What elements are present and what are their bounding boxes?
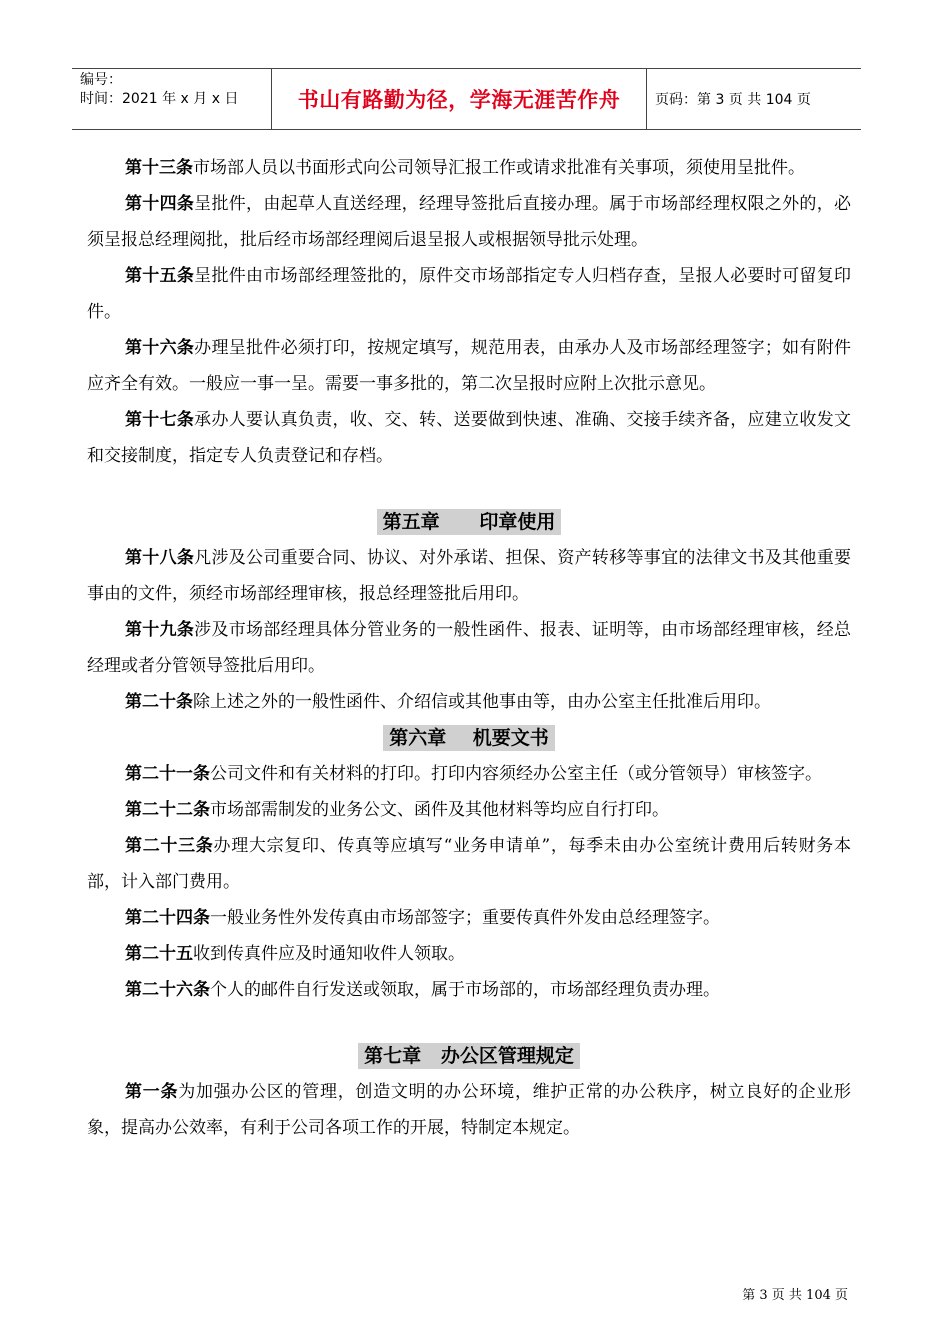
article-number: 第二十五	[125, 944, 193, 964]
chapter-title: 第六章 机要文书	[383, 725, 554, 751]
article-17	[87, 402, 851, 474]
chapter-7-heading	[87, 1038, 851, 1074]
article-number: 第二十条	[125, 692, 193, 712]
article-text: 收到传真件应及时通知收件人领取。	[193, 944, 465, 964]
page-footer: 第 3 页 共 104 页	[742, 1288, 848, 1303]
article-21	[87, 756, 851, 792]
article-text: 办理呈批件必须打印，按规定填写，规范用表，由承办人及市场部经理签字；如有附件应齐全有效。一般应一事一呈。需要一事多批的，第二次呈报时应附上次批示意见。	[87, 338, 851, 394]
article-number: 第二十二条	[125, 800, 210, 820]
chapter-6-heading	[87, 720, 851, 756]
article-number: 第十八条	[125, 548, 195, 568]
header-page-info: 页码：第 3 页 共 104 页	[655, 92, 811, 108]
header-motto: 书山有路勤为径，学海无涯苦作舟	[272, 69, 647, 129]
article-number: 第二十四条	[125, 908, 210, 928]
chapter-title: 第五章 印章使用	[377, 509, 562, 535]
article-15	[87, 258, 851, 330]
article-text: 除上述之外的一般性函件、介绍信或其他事由等，由办公室主任批准后用印。	[193, 692, 771, 712]
chapter-5-heading	[87, 504, 851, 540]
article-number: 第二十六条	[125, 980, 210, 1000]
article-1	[87, 1074, 851, 1146]
article-number: 第十七条	[125, 410, 195, 430]
article-16	[87, 330, 851, 402]
article-number: 第二十三条	[125, 836, 214, 856]
article-number: 第十六条	[125, 338, 195, 358]
article-19	[87, 612, 851, 684]
article-26	[87, 972, 851, 1008]
article-number: 第十三条	[125, 158, 193, 178]
article-number: 第十九条	[125, 620, 195, 640]
article-18	[87, 540, 851, 612]
article-13	[87, 150, 851, 186]
article-text: 凡涉及公司重要合同、协议、对外承诺、担保、资产转移等事宜的法律文书及其他重要事由的文件，须经市场部经理审核，报总经理签批后用印。	[87, 548, 851, 604]
article-number: 第二十一条	[125, 764, 210, 784]
article-text: 涉及市场部经理具体分管业务的一般性函件、报表、证明等，由市场部经理审核，经总经理或者分管领导签批后用印。	[87, 620, 851, 676]
article-text: 为加强办公区的管理，创造文明的办公环境，维护正常的办公秩序，树立良好的企业形象，提高办公效率，有利于公司各项工作的开展，特制定本规定。	[87, 1082, 852, 1138]
article-text: 市场部需制发的业务公文、函件及其他材料等均应自行打印。	[210, 800, 669, 820]
article-text: 市场部人员以书面形式向公司领导汇报工作或请求批准有关事项，须使用呈批件。	[193, 158, 805, 178]
article-23	[87, 828, 851, 900]
article-text: 呈批件，由起草人直送经理，经理导签批后直接办理。属于市场部经理权限之外的，必须呈报总经理阅批，批后经市场部经理阅后退呈报人或根据领导批示处理。	[87, 194, 851, 250]
article-25	[87, 936, 851, 972]
document-body	[87, 150, 851, 1146]
article-text: 呈批件由市场部经理签批的，原件交市场部指定专人归档存查，呈报人必要时可留复印件。	[87, 266, 851, 322]
article-number: 第一条	[125, 1082, 179, 1102]
header-meta	[72, 69, 272, 129]
article-text: 承办人要认真负责，收、交、转、送要做到快速、准确、交接手续齐备，应建立收发文和交接制度，指定专人负责登记和存档。	[87, 410, 851, 466]
article-number: 第十五条	[125, 266, 195, 286]
article-20	[87, 684, 851, 720]
article-22	[87, 792, 851, 828]
article-number: 第十四条	[125, 194, 195, 214]
article-text: 一般业务性外发传真由市场部签字；重要传真件外发由总经理签字。	[210, 908, 720, 928]
article-text: 公司文件和有关材料的打印。打印内容须经办公室主任（或分管领导）审核签字。	[210, 764, 822, 784]
chapter-title: 第七章 办公区管理规定	[358, 1043, 580, 1069]
document-date: 时间：2021 年 x 月 x 日	[80, 91, 239, 107]
article-24	[87, 900, 851, 936]
article-text: 办理大宗复印、传真等应填写“业务申请单”，每季未由办公室统计费用后转财务本部，计入部门费用。	[87, 836, 852, 892]
article-text: 个人的邮件自行发送或领取，属于市场部的，市场部经理负责办理。	[210, 980, 720, 1000]
article-14	[87, 186, 851, 258]
document-number-label: 编号：	[80, 72, 122, 88]
page-header	[72, 68, 861, 130]
